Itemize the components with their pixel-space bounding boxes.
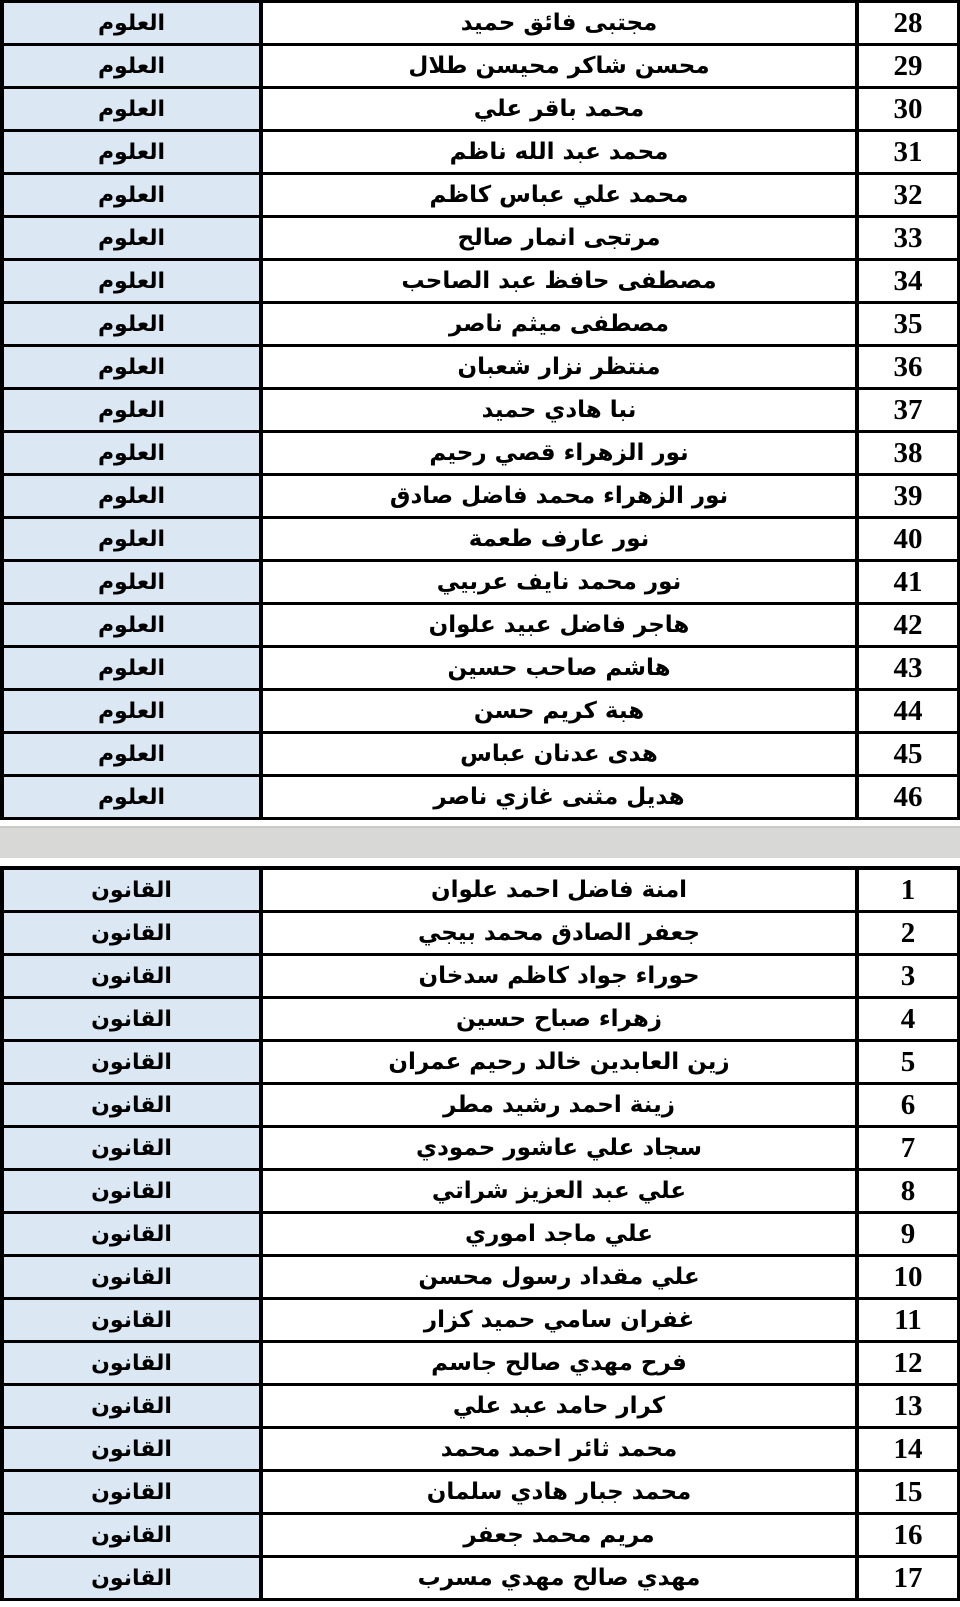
- student-name-cell: سجاد علي عاشور حمودي: [259, 1128, 855, 1168]
- department-cell: القانون: [4, 870, 259, 910]
- department-cell: العلوم: [4, 261, 259, 301]
- row-number-cell: 36: [855, 347, 957, 387]
- department-cell: العلوم: [4, 648, 259, 688]
- row-number-cell: 11: [855, 1300, 957, 1340]
- table-row: [4, 218, 957, 261]
- student-name-cell: مصطفى حافظ عبد الصاحب: [259, 261, 855, 301]
- student-name-cell: كرار حامد عبد علي: [259, 1386, 855, 1426]
- student-name-cell: مرتجى انمار صالح: [259, 218, 855, 258]
- student-name-cell: نبا هادي حميد: [259, 390, 855, 430]
- department-cell: العلوم: [4, 89, 259, 129]
- student-name-cell: امنة فاضل احمد علوان: [259, 870, 855, 910]
- row-number-cell: 46: [855, 777, 957, 817]
- row-number-cell: 43: [855, 648, 957, 688]
- table-row: [4, 1257, 957, 1300]
- table-row: [4, 999, 957, 1042]
- department-cell: القانون: [4, 1558, 259, 1598]
- department-cell: القانون: [4, 1386, 259, 1426]
- row-number-cell: 13: [855, 1386, 957, 1426]
- table-row: [4, 562, 957, 605]
- table-row: [4, 691, 957, 734]
- table-row: [4, 734, 957, 777]
- student-name-cell: حوراء جواد كاظم سدخان: [259, 956, 855, 996]
- department-cell: القانون: [4, 913, 259, 953]
- department-cell: العلوم: [4, 691, 259, 731]
- department-cell: العلوم: [4, 304, 259, 344]
- student-name-cell: مهدي صالح مهدي مسرب: [259, 1558, 855, 1598]
- row-number-cell: 3: [855, 956, 957, 996]
- table-row: [4, 261, 957, 304]
- department-cell: القانون: [4, 1128, 259, 1168]
- table-row: [4, 390, 957, 433]
- department-cell: العلوم: [4, 46, 259, 86]
- department-cell: القانون: [4, 1343, 259, 1383]
- student-name-cell: هبة كريم حسن: [259, 691, 855, 731]
- department-cell: العلوم: [4, 390, 259, 430]
- row-number-cell: 29: [855, 46, 957, 86]
- department-cell: القانون: [4, 1214, 259, 1254]
- department-cell: القانون: [4, 1042, 259, 1082]
- table-row: [4, 1386, 957, 1429]
- row-number-cell: 16: [855, 1515, 957, 1555]
- student-name-cell: علي مقداد رسول محسن: [259, 1257, 855, 1297]
- table-row: [4, 519, 957, 562]
- student-name-cell: نور الزهراء محمد فاضل صادق: [259, 476, 855, 516]
- student-name-cell: هاشم صاحب حسين: [259, 648, 855, 688]
- row-number-cell: 7: [855, 1128, 957, 1168]
- row-number-cell: 28: [855, 3, 957, 43]
- department-cell: العلوم: [4, 132, 259, 172]
- table-row: [4, 1300, 957, 1343]
- department-cell: العلوم: [4, 605, 259, 645]
- row-number-cell: 15: [855, 1472, 957, 1512]
- row-number-cell: 17: [855, 1558, 957, 1598]
- student-name-cell: نور محمد نايف عربيي: [259, 562, 855, 602]
- table-row: [4, 648, 957, 691]
- table-row: [4, 1042, 957, 1085]
- student-name-cell: نور عارف طعمة: [259, 519, 855, 559]
- table-row: [4, 1429, 957, 1472]
- row-number-cell: 5: [855, 1042, 957, 1082]
- department-cell: العلوم: [4, 433, 259, 473]
- student-name-cell: محسن شاكر محيسن طلال: [259, 46, 855, 86]
- student-name-cell: هديل مثنى غازي ناصر: [259, 777, 855, 817]
- department-cell: العلوم: [4, 562, 259, 602]
- row-number-cell: 44: [855, 691, 957, 731]
- department-cell: العلوم: [4, 476, 259, 516]
- row-number-cell: 38: [855, 433, 957, 473]
- student-name-cell: محمد باقر علي: [259, 89, 855, 129]
- department-cell: العلوم: [4, 777, 259, 817]
- row-number-cell: 10: [855, 1257, 957, 1297]
- table-row: [4, 870, 957, 913]
- department-cell: العلوم: [4, 519, 259, 559]
- department-cell: العلوم: [4, 175, 259, 215]
- row-number-cell: 4: [855, 999, 957, 1039]
- table-row: [4, 1171, 957, 1214]
- department-cell: القانون: [4, 956, 259, 996]
- table-row: [4, 1214, 957, 1257]
- law-section-table: [0, 866, 960, 1601]
- student-name-cell: مجتبى فائق حميد: [259, 3, 855, 43]
- student-name-cell: محمد جبار هادي سلمان: [259, 1472, 855, 1512]
- table-row: [4, 433, 957, 476]
- table-row: [4, 476, 957, 519]
- row-number-cell: 8: [855, 1171, 957, 1211]
- student-name-cell: نور الزهراء قصي رحيم: [259, 433, 855, 473]
- table-row: [4, 1085, 957, 1128]
- student-name-cell: منتظر نزار شعبان: [259, 347, 855, 387]
- row-number-cell: 45: [855, 734, 957, 774]
- department-cell: القانون: [4, 1472, 259, 1512]
- table-row: [4, 1515, 957, 1558]
- department-cell: العلوم: [4, 734, 259, 774]
- student-name-cell: هدى عدنان عباس: [259, 734, 855, 774]
- row-number-cell: 39: [855, 476, 957, 516]
- row-number-cell: 30: [855, 89, 957, 129]
- table-row: [4, 132, 957, 175]
- student-name-cell: هاجر فاضل عبيد علوان: [259, 605, 855, 645]
- row-number-cell: 34: [855, 261, 957, 301]
- table-row: [4, 3, 957, 46]
- row-number-cell: 14: [855, 1429, 957, 1469]
- table-row: [4, 777, 957, 820]
- student-name-cell: زين العابدين خالد رحيم عمران: [259, 1042, 855, 1082]
- department-cell: القانون: [4, 1515, 259, 1555]
- student-name-cell: علي عبد العزيز شراتي: [259, 1171, 855, 1211]
- department-cell: العلوم: [4, 347, 259, 387]
- department-cell: القانون: [4, 1171, 259, 1211]
- student-name-cell: مريم محمد جعفر: [259, 1515, 855, 1555]
- student-name-cell: غفران سامي حميد كزار: [259, 1300, 855, 1340]
- department-cell: القانون: [4, 999, 259, 1039]
- department-cell: العلوم: [4, 3, 259, 43]
- table-row: [4, 175, 957, 218]
- row-number-cell: 6: [855, 1085, 957, 1125]
- row-number-cell: 2: [855, 913, 957, 953]
- table-row: [4, 956, 957, 999]
- student-name-cell: فرح مهدي صالح جاسم: [259, 1343, 855, 1383]
- student-name-cell: مصطفى ميثم ناصر: [259, 304, 855, 344]
- table-row: [4, 1558, 957, 1601]
- row-number-cell: 41: [855, 562, 957, 602]
- department-cell: القانون: [4, 1257, 259, 1297]
- table-row: [4, 46, 957, 89]
- student-name-cell: جعفر الصادق محمد بيجي: [259, 913, 855, 953]
- row-number-cell: 33: [855, 218, 957, 258]
- row-number-cell: 35: [855, 304, 957, 344]
- table-row: [4, 605, 957, 648]
- table-row: [4, 1472, 957, 1515]
- table-row: [4, 913, 957, 956]
- row-number-cell: 42: [855, 605, 957, 645]
- row-number-cell: 31: [855, 132, 957, 172]
- department-cell: القانون: [4, 1300, 259, 1340]
- row-number-cell: 9: [855, 1214, 957, 1254]
- section-separator-band: [0, 826, 960, 858]
- table-row: [4, 89, 957, 132]
- row-number-cell: 12: [855, 1343, 957, 1383]
- student-name-cell: علي ماجد اموري: [259, 1214, 855, 1254]
- row-number-cell: 40: [855, 519, 957, 559]
- student-name-cell: محمد عبد الله ناظم: [259, 132, 855, 172]
- department-cell: القانون: [4, 1085, 259, 1125]
- department-cell: العلوم: [4, 218, 259, 258]
- table-row: [4, 1128, 957, 1171]
- row-number-cell: 1: [855, 870, 957, 910]
- row-number-cell: 37: [855, 390, 957, 430]
- table-row: [4, 347, 957, 390]
- department-cell: القانون: [4, 1429, 259, 1469]
- student-name-cell: زهراء صباح حسين: [259, 999, 855, 1039]
- table-row: [4, 1343, 957, 1386]
- row-number-cell: 32: [855, 175, 957, 215]
- student-name-cell: محمد ثائر احمد محمد: [259, 1429, 855, 1469]
- student-name-cell: زينة احمد رشيد مطر: [259, 1085, 855, 1125]
- table-row: [4, 304, 957, 347]
- student-name-cell: محمد علي عباس كاظم: [259, 175, 855, 215]
